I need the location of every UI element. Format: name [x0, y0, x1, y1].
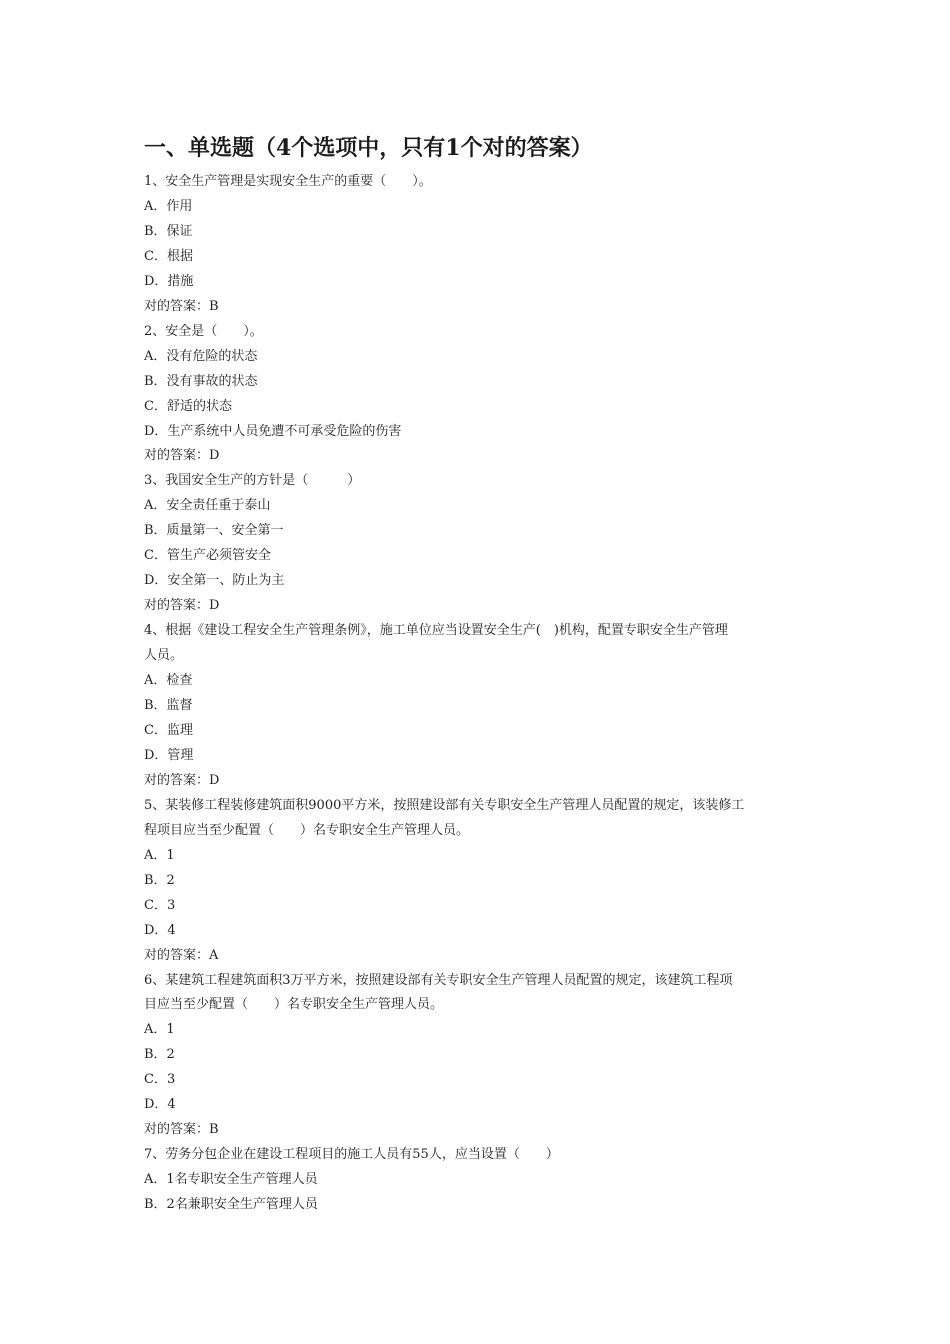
- question-stem-line-1: 4、根据《建设工程安全生产管理条例》，施工单位应当设置安全生产( )机构，配置专职安全生产管理: [144, 623, 728, 639]
- answer-line: 对的答案：D: [144, 772, 220, 788]
- answer-line: 对的答案：B: [144, 298, 219, 314]
- section-title: 一、单选题（4个选项中，只有1个对的答案）: [144, 135, 593, 161]
- question-stem: 7、劳务分包企业在建设工程项目的施工人员有55人，应当设置（ ）: [144, 1147, 559, 1163]
- question-stem-line-2: 程项目应当至少配置（ ）名专职安全生产管理人员。: [144, 822, 470, 838]
- question-5: [144, 794, 812, 969]
- question-stem-line-1: 5、某装修工程装修建筑面积9000平方米，按照建设部有关专职安全生产管理人员配置的规定，该装修工: [144, 797, 745, 813]
- option-a: A．安全责任重于泰山: [144, 498, 271, 514]
- question-7: [144, 1143, 812, 1218]
- document-page: [144, 130, 812, 1218]
- question-2: [144, 320, 812, 470]
- option-c: C．舒适的状态: [144, 398, 232, 414]
- question-6: [144, 969, 812, 1144]
- option-c: C．3: [144, 1072, 176, 1088]
- option-a: A．作用: [144, 198, 193, 214]
- question-stem: 2、安全是（ ）。: [144, 323, 263, 339]
- answer-line: 对的答案：B: [144, 1122, 219, 1138]
- question-3: [144, 469, 812, 619]
- option-b: B．2名兼职安全生产管理人员: [144, 1197, 318, 1213]
- answer-line: 对的答案：D: [144, 598, 220, 614]
- option-b: B．2: [144, 872, 175, 888]
- question-4: [144, 619, 812, 794]
- option-d: D．管理: [144, 747, 194, 763]
- question-stem: 1、安全生产管理是实现安全生产的重要（ ）。: [144, 174, 432, 189]
- option-b: B．没有事故的状态: [144, 373, 258, 389]
- option-d: D．4: [144, 922, 176, 938]
- answer-line: 对的答案：A: [144, 947, 219, 963]
- option-b: B．监督: [144, 698, 193, 714]
- option-b: B．2: [144, 1047, 175, 1063]
- option-c: C．3: [144, 897, 176, 913]
- question-1: [144, 170, 812, 320]
- option-a: A．检查: [144, 673, 193, 689]
- option-d: D．4: [144, 1097, 176, 1113]
- option-a: A．没有危险的状态: [144, 348, 258, 364]
- option-a: A．1: [144, 847, 175, 863]
- question-stem-line-2: 人员。: [144, 648, 184, 664]
- question-stem: 3、我国安全生产的方针是（ ）: [144, 473, 361, 489]
- option-b: B．质量第一、安全第一: [144, 523, 284, 539]
- option-a: A．1: [144, 1022, 175, 1038]
- answer-line: 对的答案：D: [144, 448, 220, 464]
- option-b: B．保证: [144, 223, 193, 239]
- option-d: D．安全第一、防止为主: [144, 573, 285, 589]
- question-stem-line-1: 6、某建筑工程建筑面积3万平方米，按照建设部有关专职安全生产管理人员配置的规定，该建筑工程项: [144, 972, 733, 988]
- option-d: D．生产系统中人员免遭不可承受危险的伤害: [144, 423, 402, 439]
- option-c: C．监理: [144, 722, 193, 738]
- question-stem-line-2: 目应当至少配置（ ）名专职安全生产管理人员。: [144, 997, 444, 1013]
- option-a: A．1名专职安全生产管理人员: [144, 1172, 318, 1188]
- option-d: D．措施: [144, 273, 194, 289]
- option-c: C．根据: [144, 248, 193, 264]
- option-c: C．管生产必须管安全: [144, 548, 271, 564]
